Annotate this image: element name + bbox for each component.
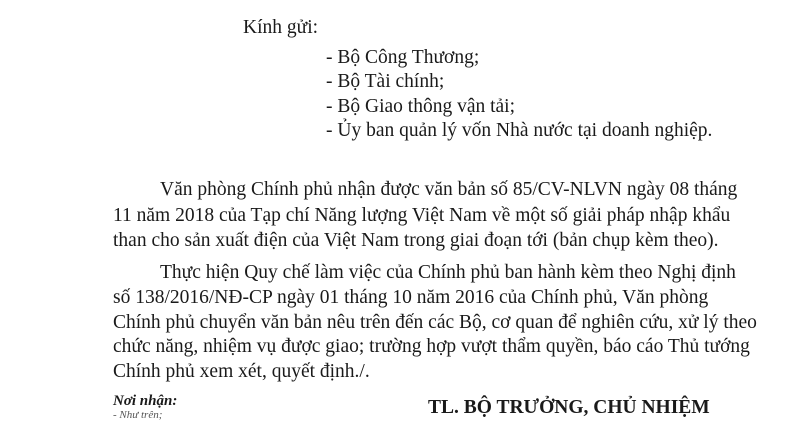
- recipient-item: - Ủy ban quản lý vốn Nhà nước tại doanh nghiệp.: [326, 120, 713, 141]
- recipients-footer-item: - Như trên;: [113, 409, 163, 421]
- paragraph-line: Thực hiện Quy chế làm việc của Chính phủ ban hành kèm theo Nghị định: [160, 262, 736, 283]
- recipients-footer-heading: Nơi nhận:: [113, 393, 178, 409]
- paragraph-line: 11 năm 2018 của Tạp chí Năng lượng Việt Nam về một số giải pháp nhập khẩu: [113, 205, 731, 226]
- paragraph-line: than cho sản xuất điện của Việt Nam trong giai đoạn tới (bản chụp kèm theo).: [113, 230, 719, 251]
- paragraph-line: số 138/2016/NĐ-CP ngày 01 tháng 10 năm 2016 của Chính phủ, Văn phòng: [113, 287, 709, 308]
- paragraph-line: Văn phòng Chính phủ nhận được văn bản số 85/CV-NLVN ngày 08 tháng: [160, 179, 738, 200]
- paragraph-line: Chính phủ chuyển văn bản nêu trên đến các Bộ, cơ quan để nghiên cứu, xử lý theo: [113, 312, 757, 333]
- recipient-item: - Bộ Công Thương;: [326, 47, 480, 68]
- recipient-item: - Bộ Tài chính;: [326, 71, 445, 92]
- recipient-item: - Bộ Giao thông vận tải;: [326, 96, 516, 117]
- signature-title: TL. BỘ TRƯỞNG, CHỦ NHIỆM: [428, 397, 710, 418]
- paragraph-line: chức năng, nhiệm vụ được giao; trường hợp vượt thẩm quyền, báo cáo Thủ tướng: [113, 336, 750, 357]
- paragraph-line: Chính phủ xem xét, quyết định./.: [113, 361, 370, 382]
- salutation: Kính gửi:: [243, 17, 319, 38]
